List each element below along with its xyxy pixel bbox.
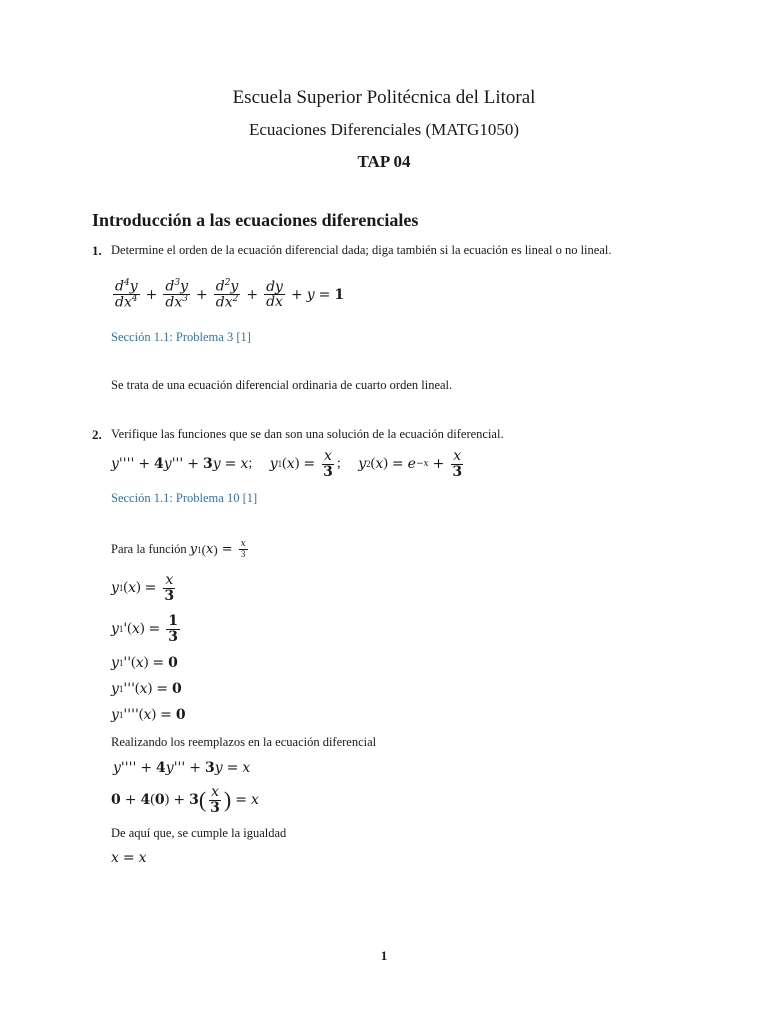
derivative-4: y 1 '''' ( x ) = 0 [111,707,186,723]
section-heading: Introducción a las ecuaciones diferenciales [92,210,419,230]
course-title: Ecuaciones Diferenciales (MATG1050) [248,120,519,139]
substitution-equation: y'''' + 4 y''' + 3 y = x [113,760,251,776]
derivative-2: y 1 '' ( x ) = 0 [111,655,178,671]
institution-title: Escuela Superior Politécnica del Litoral [232,87,536,108]
derivative-0: y 1 ( x ) = $\frac{x}{3}$ [111,572,175,604]
problem-2-equation: y'''' + 4 y''' + 3 y = x ; y 1 ( x ) = $\frac{x}{3}$ ; y 2 ( x ) = e −x + $\frac{x}{3}$ [111,448,463,480]
substituted-values: 0 + 4 ( 0 ) + 3 ( $\frac{x}{3}$ ) = x [111,784,259,816]
problem-2-number: 2. [92,427,102,442]
final-equality: x = x [111,850,147,866]
problem-1-equation: $\frac{d^4y}{dx^4}$ + $\frac{d^3y}{dx^3}$ + $\frac{d^2y}{dx^2}$ + $\frac{dy}{dx}$ + y = 1 [115,278,345,311]
assignment-title: TAP 04 [357,152,411,171]
problem-1-reference: Sección 1.1: Problema 3 [1] [111,330,251,344]
page-number: 1 [380,948,388,963]
substitution-text: Realizando los reemplazos en la ecuación diferencial [111,735,377,749]
conclusion-text: De aquí que, se cumple la igualdad [111,826,287,840]
problem-1-answer: Se trata de una ecuación diferencial ordinaria de cuarto orden lineal. [111,378,453,392]
solution-intro: Para la función y 1 ( x ) = $\frac{x}{3}$ [111,539,246,560]
derivative-3: y 1 ''' ( x ) = 0 [111,681,182,697]
problem-1-number: 1. [92,243,102,258]
derivative-1: y 1 ' ( x ) = $\frac{1}{3}$ [111,613,179,645]
problem-1-statement: Determine el orden de la ecuación diferencial dada; diga también si la ecuación es lineal o no lineal. [111,243,612,257]
problem-2-statement: Verifique las funciones que se dan son una solución de la ecuación diferencial. [111,427,504,441]
problem-2-reference: Sección 1.1: Problema 10 [1] [111,491,258,505]
solution-intro-text: Para la función [111,542,187,557]
